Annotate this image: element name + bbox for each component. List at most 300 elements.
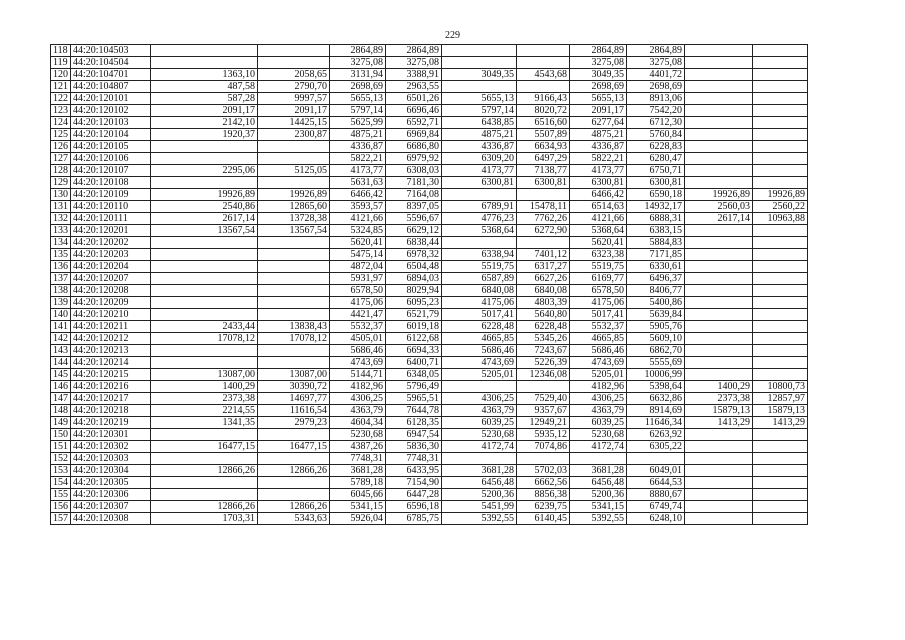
cell-value-col-6: 5507,89	[517, 129, 570, 141]
cell-value-col-4: 6969,84	[386, 129, 442, 141]
cell-row-number: 151	[51, 441, 71, 453]
cell-value-col-2	[258, 273, 330, 285]
cell-value-col-10	[753, 129, 808, 141]
cell-value-col-2	[258, 249, 330, 261]
cell-value-col-1: 1400,29	[151, 381, 258, 393]
cell-value-col-5: 4875,21	[442, 129, 517, 141]
cell-value-col-7: 4336,87	[570, 141, 627, 153]
cell-row-number: 145	[51, 369, 71, 381]
cell-value-col-1: 17078,12	[151, 333, 258, 345]
cell-value-col-8: 5400,86	[627, 297, 685, 309]
cell-value-col-9	[685, 501, 753, 513]
cell-value-col-5: 5519,75	[442, 261, 517, 273]
cell-value-col-10	[753, 69, 808, 81]
table-row	[51, 189, 808, 201]
cell-value-col-7: 3275,08	[570, 57, 627, 69]
cell-value-col-2	[258, 429, 330, 441]
cell-value-col-6	[517, 381, 570, 393]
cell-value-col-4: 7164,08	[386, 189, 442, 201]
cell-value-col-10	[753, 225, 808, 237]
cell-value-col-4: 6596,18	[386, 501, 442, 513]
cell-value-col-7: 2091,17	[570, 105, 627, 117]
cell-row-number: 153	[51, 465, 71, 477]
cell-value-col-8: 6750,71	[627, 165, 685, 177]
cell-value-col-10	[753, 273, 808, 285]
cell-value-col-5: 6587,89	[442, 273, 517, 285]
cell-value-col-6: 6634,93	[517, 141, 570, 153]
cell-row-number: 157	[51, 513, 71, 525]
cell-cadastral-quarter: 44:20:120111	[71, 213, 151, 225]
cell-value-col-4: 8397,05	[386, 201, 442, 213]
cell-value-col-2: 13087,00	[258, 369, 330, 381]
cell-value-col-6: 6627,26	[517, 273, 570, 285]
cell-value-col-10	[753, 57, 808, 69]
cell-value-col-8: 7542,20	[627, 105, 685, 117]
cell-value-col-1	[151, 285, 258, 297]
cell-value-col-3: 3593,57	[330, 201, 386, 213]
cell-value-col-8: 4401,72	[627, 69, 685, 81]
cell-value-col-8: 6330,61	[627, 261, 685, 273]
cell-value-col-7: 2698,69	[570, 81, 627, 93]
cell-value-col-5	[442, 45, 517, 57]
cell-value-col-1	[151, 357, 258, 369]
cell-value-col-3: 4387,26	[330, 441, 386, 453]
cell-cadastral-quarter: 44:20:120307	[71, 501, 151, 513]
cell-value-col-1	[151, 297, 258, 309]
cell-row-number: 137	[51, 273, 71, 285]
cell-value-col-3: 3681,28	[330, 465, 386, 477]
cell-row-number: 135	[51, 249, 71, 261]
cell-value-col-6: 8020,72	[517, 105, 570, 117]
table-row	[51, 309, 808, 321]
cell-value-col-9	[685, 297, 753, 309]
cell-value-col-6: 5702,03	[517, 465, 570, 477]
cell-value-col-2	[258, 57, 330, 69]
cell-value-col-8: 5760,84	[627, 129, 685, 141]
cell-cadastral-quarter: 44:20:104504	[71, 57, 151, 69]
cell-value-col-4: 6947,54	[386, 429, 442, 441]
cell-value-col-5: 5655,13	[442, 93, 517, 105]
table-row	[51, 381, 808, 393]
cell-value-col-3: 4363,79	[330, 405, 386, 417]
cell-value-col-2: 12865,60	[258, 201, 330, 213]
cell-value-col-6: 4543,68	[517, 69, 570, 81]
cell-value-col-9	[685, 513, 753, 525]
cell-value-col-5: 6338,94	[442, 249, 517, 261]
cell-value-col-2	[258, 453, 330, 465]
cell-value-col-10	[753, 81, 808, 93]
cell-value-col-10: 1413,29	[753, 417, 808, 429]
cell-value-col-4: 6400,71	[386, 357, 442, 369]
cell-value-col-5: 5686,46	[442, 345, 517, 357]
cell-value-col-6	[517, 45, 570, 57]
cell-value-col-5: 5017,41	[442, 309, 517, 321]
cell-value-col-9	[685, 237, 753, 249]
cell-value-col-2: 17078,12	[258, 333, 330, 345]
table-row	[51, 345, 808, 357]
cell-value-col-9	[685, 105, 753, 117]
cell-row-number: 147	[51, 393, 71, 405]
cell-value-col-4: 2963,55	[386, 81, 442, 93]
cell-row-number: 121	[51, 81, 71, 93]
cell-row-number: 144	[51, 357, 71, 369]
cell-value-col-2: 2058,65	[258, 69, 330, 81]
cell-value-col-6: 6140,45	[517, 513, 570, 525]
cell-value-col-6: 12346,08	[517, 369, 570, 381]
cell-value-col-6: 6239,75	[517, 501, 570, 513]
cell-value-col-5: 6300,81	[442, 177, 517, 189]
cell-value-col-3: 7748,31	[330, 453, 386, 465]
cell-value-col-6: 5226,39	[517, 357, 570, 369]
cell-row-number: 149	[51, 417, 71, 429]
cell-value-col-1: 12866,26	[151, 465, 258, 477]
table-row	[51, 285, 808, 297]
cell-value-col-8	[627, 453, 685, 465]
cell-value-col-5: 3681,28	[442, 465, 517, 477]
cell-row-number: 139	[51, 297, 71, 309]
cell-value-col-5: 5200,36	[442, 489, 517, 501]
cell-value-col-7: 4173,77	[570, 165, 627, 177]
cell-value-col-4: 3275,08	[386, 57, 442, 69]
table-row	[51, 213, 808, 225]
table-body	[51, 45, 808, 525]
cell-value-col-10	[753, 369, 808, 381]
cell-value-col-9	[685, 177, 753, 189]
cell-row-number: 156	[51, 501, 71, 513]
table-row	[51, 417, 808, 429]
cell-value-col-6: 7243,67	[517, 345, 570, 357]
cell-cadastral-quarter: 44:20:120212	[71, 333, 151, 345]
cell-value-col-3: 4182,96	[330, 381, 386, 393]
cell-value-col-3: 5324,85	[330, 225, 386, 237]
cell-cadastral-quarter: 44:20:120103	[71, 117, 151, 129]
cell-value-col-3: 5631,63	[330, 177, 386, 189]
cell-value-col-9: 1400,29	[685, 381, 753, 393]
cell-cadastral-quarter: 44:20:104701	[71, 69, 151, 81]
cell-cadastral-quarter: 44:20:120305	[71, 477, 151, 489]
cell-row-number: 126	[51, 141, 71, 153]
cell-value-col-10	[753, 465, 808, 477]
cell-cadastral-quarter: 44:20:120301	[71, 429, 151, 441]
cell-value-col-9	[685, 453, 753, 465]
cell-value-col-5: 5797,14	[442, 105, 517, 117]
table-row	[51, 237, 808, 249]
cell-value-col-9: 1413,29	[685, 417, 753, 429]
cell-value-col-9: 2373,38	[685, 393, 753, 405]
cell-value-col-3: 5230,68	[330, 429, 386, 441]
table-row	[51, 249, 808, 261]
cell-value-col-3: 5655,13	[330, 93, 386, 105]
table-row	[51, 129, 808, 141]
cell-value-col-6: 5640,80	[517, 309, 570, 321]
cell-value-col-5: 5368,64	[442, 225, 517, 237]
cell-row-number: 132	[51, 213, 71, 225]
table-row	[51, 501, 808, 513]
cell-value-col-7: 6039,25	[570, 417, 627, 429]
cell-value-col-8: 5398,64	[627, 381, 685, 393]
cell-value-col-7: 5532,37	[570, 321, 627, 333]
cell-value-col-7: 4182,96	[570, 381, 627, 393]
cell-value-col-7: 4172,74	[570, 441, 627, 453]
cell-value-col-10	[753, 453, 808, 465]
cell-value-col-5: 4363,79	[442, 405, 517, 417]
cell-value-col-8: 10006,99	[627, 369, 685, 381]
cell-value-col-7: 6578,50	[570, 285, 627, 297]
cell-row-number: 152	[51, 453, 71, 465]
cell-value-col-4: 6433,95	[386, 465, 442, 477]
cell-value-col-6: 7401,12	[517, 249, 570, 261]
cell-value-col-2: 9997,57	[258, 93, 330, 105]
cell-value-col-3: 2864,89	[330, 45, 386, 57]
cell-value-col-10	[753, 105, 808, 117]
cell-value-col-8: 6263,92	[627, 429, 685, 441]
page-number: 229	[445, 30, 460, 41]
cell-value-col-3: 5797,14	[330, 105, 386, 117]
cell-cadastral-quarter: 44:20:120201	[71, 225, 151, 237]
cell-value-col-6: 6317,27	[517, 261, 570, 273]
cell-value-col-3: 5625,99	[330, 117, 386, 129]
table-row	[51, 177, 808, 189]
cell-value-col-9	[685, 369, 753, 381]
cell-value-col-2	[258, 489, 330, 501]
table-row	[51, 117, 808, 129]
table-row	[51, 357, 808, 369]
cell-value-col-7: 5519,75	[570, 261, 627, 273]
cell-value-col-8: 5609,10	[627, 333, 685, 345]
cell-value-col-8: 3275,08	[627, 57, 685, 69]
cell-value-col-9	[685, 465, 753, 477]
cell-cadastral-quarter: 44:20:104503	[71, 45, 151, 57]
cell-value-col-7: 6323,38	[570, 249, 627, 261]
cell-row-number: 119	[51, 57, 71, 69]
cell-value-col-3: 4336,87	[330, 141, 386, 153]
cell-value-col-10: 12857,97	[753, 393, 808, 405]
cell-value-col-3: 4604,34	[330, 417, 386, 429]
cell-value-col-7: 4743,69	[570, 357, 627, 369]
cell-value-col-9: 2617,14	[685, 213, 753, 225]
cell-value-col-2	[258, 285, 330, 297]
cell-value-col-1: 2214,55	[151, 405, 258, 417]
cell-value-col-6: 7762,26	[517, 213, 570, 225]
cell-value-col-10	[753, 321, 808, 333]
cell-value-col-2: 30390,72	[258, 381, 330, 393]
cell-value-col-6: 6516,60	[517, 117, 570, 129]
cell-value-col-8: 6496,37	[627, 273, 685, 285]
cell-value-col-10	[753, 141, 808, 153]
cell-value-col-1	[151, 153, 258, 165]
cell-value-col-4: 7181,30	[386, 177, 442, 189]
cell-value-col-9	[685, 489, 753, 501]
cell-value-col-4: 6521,79	[386, 309, 442, 321]
cell-value-col-5	[442, 237, 517, 249]
cell-value-col-2: 5125,05	[258, 165, 330, 177]
cell-value-col-5: 4172,74	[442, 441, 517, 453]
table-row	[51, 201, 808, 213]
cell-cadastral-quarter: 44:20:120213	[71, 345, 151, 357]
cell-row-number: 143	[51, 345, 71, 357]
cell-value-col-9	[685, 45, 753, 57]
cell-value-col-6	[517, 237, 570, 249]
cell-value-col-3: 4121,66	[330, 213, 386, 225]
cell-value-col-6	[517, 81, 570, 93]
cell-value-col-8: 5639,84	[627, 309, 685, 321]
cell-cadastral-quarter: 44:20:120105	[71, 141, 151, 153]
cell-cadastral-quarter: 44:20:120219	[71, 417, 151, 429]
cell-row-number: 134	[51, 237, 71, 249]
cell-value-col-2	[258, 297, 330, 309]
cell-value-col-8: 6888,31	[627, 213, 685, 225]
cell-value-col-5	[442, 189, 517, 201]
cell-value-col-3: 6466,42	[330, 189, 386, 201]
cell-value-col-10	[753, 177, 808, 189]
cell-value-col-10	[753, 165, 808, 177]
cell-cadastral-quarter: 44:20:120109	[71, 189, 151, 201]
cell-value-col-1	[151, 273, 258, 285]
cell-value-col-9	[685, 357, 753, 369]
cell-value-col-2: 5343,63	[258, 513, 330, 525]
cell-value-col-5: 3049,35	[442, 69, 517, 81]
cell-value-col-3: 4173,77	[330, 165, 386, 177]
cell-value-col-9	[685, 117, 753, 129]
cell-value-col-5: 4336,87	[442, 141, 517, 153]
cell-row-number: 128	[51, 165, 71, 177]
cell-value-col-1: 2617,14	[151, 213, 258, 225]
cell-cadastral-quarter: 44:20:104807	[71, 81, 151, 93]
cell-value-col-2	[258, 357, 330, 369]
cell-value-col-7: 5655,13	[570, 93, 627, 105]
cell-value-col-5: 6228,48	[442, 321, 517, 333]
table-row	[51, 369, 808, 381]
cell-value-col-10	[753, 237, 808, 249]
cell-value-col-1: 12866,26	[151, 501, 258, 513]
cell-value-col-3: 5789,18	[330, 477, 386, 489]
cell-row-number: 125	[51, 129, 71, 141]
cell-value-col-4: 6785,75	[386, 513, 442, 525]
cell-value-col-1	[151, 453, 258, 465]
cell-value-col-1: 2142,10	[151, 117, 258, 129]
cell-value-col-10: 10800,73	[753, 381, 808, 393]
cell-value-col-9	[685, 273, 753, 285]
cell-value-col-6: 15478,11	[517, 201, 570, 213]
cell-value-col-3: 4505,01	[330, 333, 386, 345]
cell-value-col-2: 19926,89	[258, 189, 330, 201]
cell-value-col-3: 6045,66	[330, 489, 386, 501]
cell-value-col-10	[753, 441, 808, 453]
cell-value-col-2: 13838,43	[258, 321, 330, 333]
cell-value-col-10	[753, 117, 808, 129]
cell-value-col-2	[258, 153, 330, 165]
cell-value-col-3: 3275,08	[330, 57, 386, 69]
cell-value-col-7: 5620,41	[570, 237, 627, 249]
cell-value-col-9	[685, 153, 753, 165]
cell-cadastral-quarter: 44:20:120308	[71, 513, 151, 525]
cell-cadastral-quarter: 44:20:120217	[71, 393, 151, 405]
cell-value-col-7: 4175,06	[570, 297, 627, 309]
cell-value-col-9	[685, 57, 753, 69]
cell-value-col-5: 4175,06	[442, 297, 517, 309]
cell-value-col-5: 4665,85	[442, 333, 517, 345]
cell-value-col-7	[570, 453, 627, 465]
cell-value-col-10	[753, 477, 808, 489]
cell-value-col-1	[151, 261, 258, 273]
cell-row-number: 148	[51, 405, 71, 417]
cell-value-col-2	[258, 141, 330, 153]
cell-value-col-1	[151, 177, 258, 189]
cell-value-col-8: 5555,69	[627, 357, 685, 369]
cell-value-col-3: 5532,37	[330, 321, 386, 333]
cell-value-col-5	[442, 453, 517, 465]
cell-row-number: 122	[51, 93, 71, 105]
cell-value-col-4: 8029,94	[386, 285, 442, 297]
cell-value-col-5: 4743,69	[442, 357, 517, 369]
cell-cadastral-quarter: 44:20:120210	[71, 309, 151, 321]
cell-value-col-5: 4776,23	[442, 213, 517, 225]
cell-value-col-10	[753, 285, 808, 297]
cell-value-col-10	[753, 357, 808, 369]
cell-cadastral-quarter: 44:20:120108	[71, 177, 151, 189]
cell-value-col-3: 2698,69	[330, 81, 386, 93]
cell-row-number: 146	[51, 381, 71, 393]
cell-value-col-8: 6749,74	[627, 501, 685, 513]
cell-value-col-4: 5836,30	[386, 441, 442, 453]
cell-value-col-5: 5392,55	[442, 513, 517, 525]
cell-value-col-4: 6122,68	[386, 333, 442, 345]
cell-row-number: 130	[51, 189, 71, 201]
cell-value-col-4: 6308,03	[386, 165, 442, 177]
cell-value-col-6	[517, 453, 570, 465]
cell-value-col-4: 6894,03	[386, 273, 442, 285]
cell-value-col-1	[151, 345, 258, 357]
cell-value-col-4: 6348,05	[386, 369, 442, 381]
cell-value-col-3: 5475,14	[330, 249, 386, 261]
cell-cadastral-quarter: 44:20:120216	[71, 381, 151, 393]
cell-value-col-3: 5931,97	[330, 273, 386, 285]
cell-value-col-5: 4306,25	[442, 393, 517, 405]
cell-value-col-1	[151, 249, 258, 261]
cell-value-col-6: 6272,90	[517, 225, 570, 237]
cell-value-col-2: 2979,23	[258, 417, 330, 429]
cell-value-col-3: 4743,69	[330, 357, 386, 369]
cell-value-col-2: 2091,17	[258, 105, 330, 117]
cell-value-col-7: 5017,41	[570, 309, 627, 321]
cell-value-col-9	[685, 321, 753, 333]
cell-value-col-10	[753, 93, 808, 105]
cell-value-col-6	[517, 57, 570, 69]
cell-value-col-9	[685, 69, 753, 81]
cell-value-col-5	[442, 57, 517, 69]
cell-row-number: 136	[51, 261, 71, 273]
table-row	[51, 513, 808, 525]
cell-value-col-7: 5205,01	[570, 369, 627, 381]
cell-value-col-4: 6019,18	[386, 321, 442, 333]
cell-value-col-8: 6049,01	[627, 465, 685, 477]
cell-value-col-2	[258, 345, 330, 357]
cell-cadastral-quarter: 44:20:120208	[71, 285, 151, 297]
cell-value-col-6: 7138,77	[517, 165, 570, 177]
cell-value-col-10: 15879,13	[753, 405, 808, 417]
cell-value-col-4: 6696,46	[386, 105, 442, 117]
cell-value-col-1: 1341,35	[151, 417, 258, 429]
cell-value-col-9	[685, 249, 753, 261]
cell-cadastral-quarter: 44:20:120214	[71, 357, 151, 369]
cell-value-col-5: 6456,48	[442, 477, 517, 489]
cell-value-col-4: 6592,71	[386, 117, 442, 129]
cell-value-col-10	[753, 261, 808, 273]
cell-value-col-4: 6504,48	[386, 261, 442, 273]
cell-value-col-4: 2864,89	[386, 45, 442, 57]
cell-value-col-1: 13567,54	[151, 225, 258, 237]
cell-value-col-8: 5905,76	[627, 321, 685, 333]
